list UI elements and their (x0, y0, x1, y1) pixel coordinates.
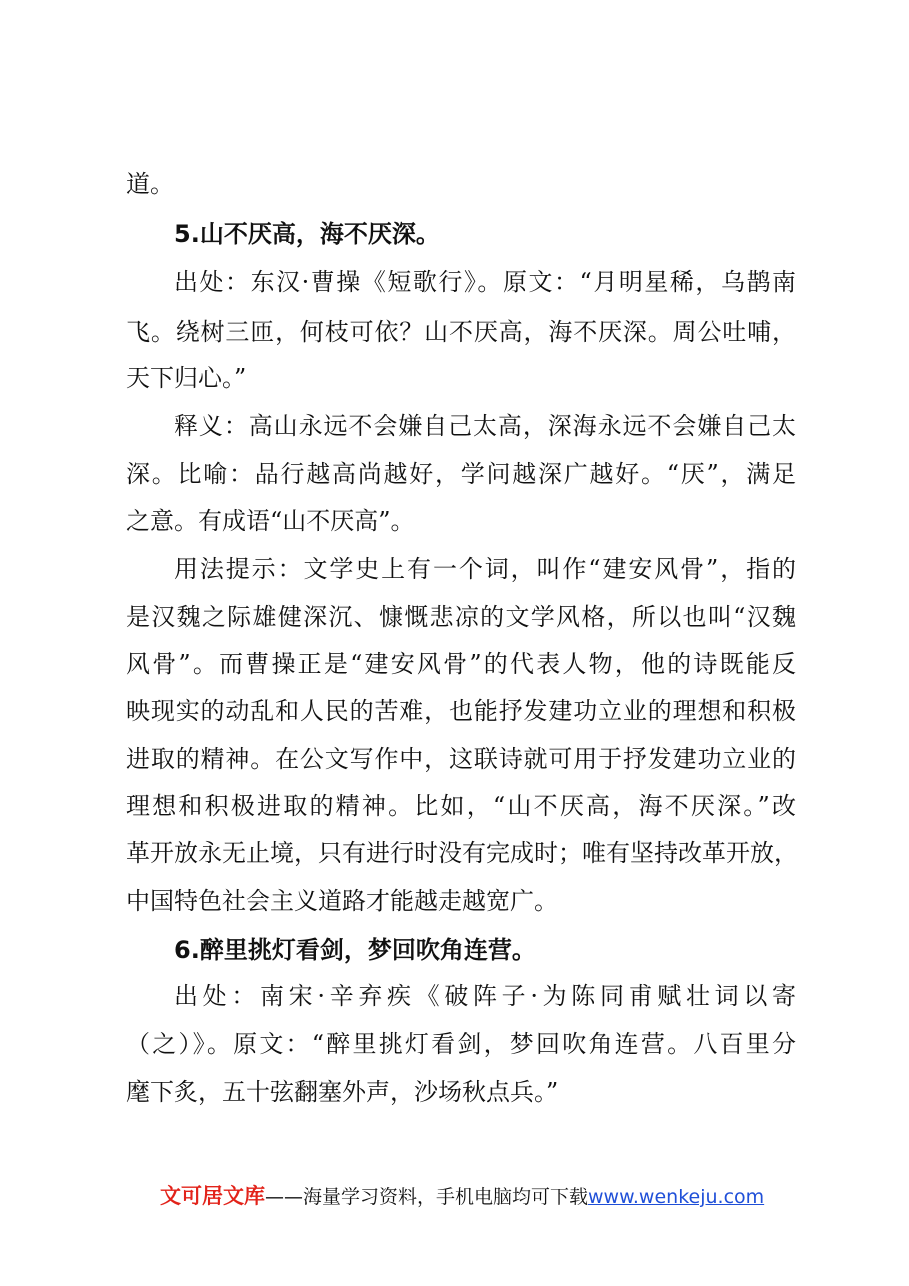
paragraph-line: 麾下炙，五十弦翻塞外声，沙场秋点兵。” (126, 1078, 559, 1106)
paragraph-line: 深。比喻：品行越高尚越好，学问越深广越好。“厌”，满足 (126, 460, 796, 488)
paragraph-line: 之意。有成语“山不厌高”。 (126, 507, 415, 535)
paragraph-line: 进取的精神。在公文写作中，这联诗就可用于抒发建功立业的 (126, 745, 796, 773)
paragraph-line: 是汉魏之际雄健深沉、慷慨悲凉的文学风格，所以也叫“汉魏 (126, 603, 796, 631)
footer-brand: 文可居文库 (160, 1184, 265, 1208)
paragraph-line: 出处：东汉·曹操《短歌行》。原文：“月明星稀，乌鹊南 (174, 268, 796, 296)
paragraph-line: 道。 (126, 170, 174, 198)
paragraph-line: 理想和积极进取的精神。比如，“山不厌高，海不厌深。”改 (126, 792, 796, 820)
footer-link[interactable]: www.wenkeju.com (588, 1186, 765, 1208)
paragraph-line: 释义：高山永远不会嫌自己太高，深海永远不会嫌自己太 (174, 412, 796, 440)
section-heading: 6.醉里挑灯看剑，梦回吹角连营。 (174, 936, 536, 964)
paragraph-line: 飞。绕树三匝，何枝可依？山不厌高，海不厌深。周公吐哺， (126, 318, 796, 346)
paragraph-line: 中国特色社会主义道路才能越走越宽广。 (126, 887, 558, 915)
section-heading: 5.山不厌高，海不厌深。 (174, 220, 440, 248)
paragraph-line: 革开放永无止境，只有进行时没有完成时；唯有坚持改革开放， (126, 839, 798, 867)
paragraph-line: 风骨”。而曹操正是“建安风骨”的代表人物，他的诗既能反 (126, 650, 796, 678)
paragraph-line: 用法提示：文学史上有一个词，叫作“建安风骨”，指的 (174, 555, 796, 583)
paragraph-line: （之）》。原文：“醉里挑灯看剑，梦回吹角连营。八百里分 (126, 1030, 796, 1058)
footer (160, 1182, 764, 1211)
paragraph-line: 出处：南宋·辛弃疾《破阵子·为陈同甫赋壮词以寄 (174, 982, 796, 1010)
footer-tagline: ——海量学习资料，手机电脑均可下载 (265, 1186, 589, 1208)
paragraph-line: 天下归心。” (126, 364, 247, 392)
paragraph-line: 映现实的动乱和人民的苦难，也能抒发建功立业的理想和积极 (126, 697, 796, 725)
